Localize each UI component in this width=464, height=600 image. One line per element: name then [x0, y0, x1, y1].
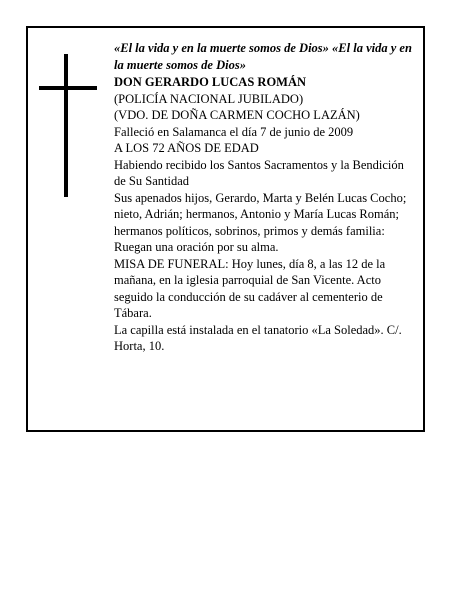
deceased-name: DON GERARDO LUCAS ROMÁN: [114, 75, 307, 89]
cross-icon-bar: [39, 86, 97, 90]
funeral-paragraph: MISA DE FUNERAL: Hoy lunes, día 8, a las 12 de la mañana, en la iglesia parroquial de San Vicente. Acto seguido la conducción de su cadáver al cementerio de Tábara.: [114, 256, 386, 320]
chapel-paragraph: La capilla está instalada en el tanatorio «La Soledad». C/. Horta, 10.: [114, 322, 402, 353]
obituary-text: [114, 40, 414, 355]
sacraments-line: Habiendo recibido los Santos Sacramentos y la Bendición de Su Santidad: [114, 157, 404, 188]
cross-icon: [64, 54, 68, 197]
deceased-role: (POLICÍA NACIONAL JUBILADO): [114, 91, 304, 106]
prayer-line: Ruegan una oración por su alma.: [114, 240, 279, 254]
death-line: Falleció en Salamanca el día 7 de junio de 2009: [114, 124, 354, 139]
family-paragraph: Sus apenados hijos, Gerardo, Marta y Belén Lucas Cocho; nieto, Adrián; hermanos, Antonio y María Lucas Román; hermanos políticos, sobrinos, primos y demás familia:: [114, 190, 407, 238]
widower-line: (VDO. DE DOÑA CARMEN COCHO LAZÁN): [114, 108, 360, 122]
epigraph: «El la vida y en la muerte somos de Dios» «El la vida y en la muerte somos de Dios»: [114, 41, 412, 72]
age-line: A LOS 72 AÑOS DE EDAD: [114, 141, 259, 155]
